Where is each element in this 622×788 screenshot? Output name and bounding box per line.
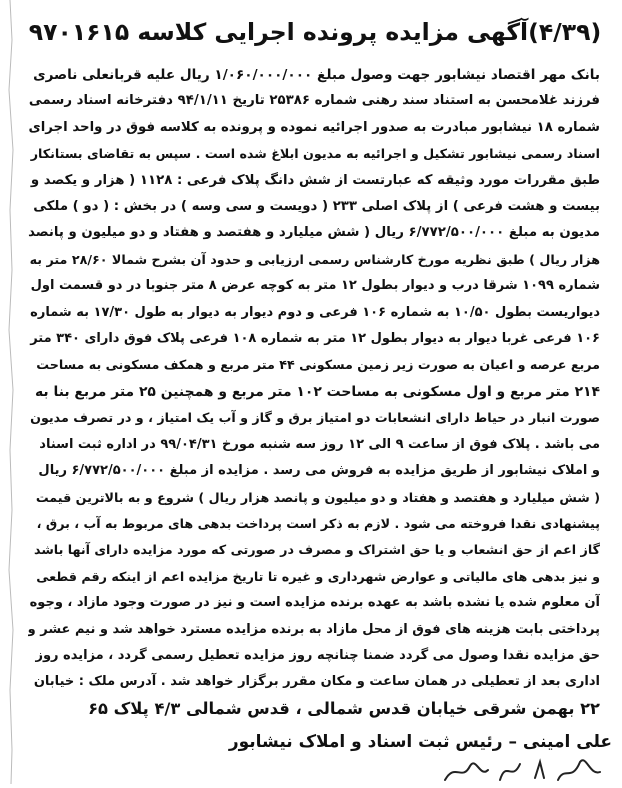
- notice-line: شماره ۱۰۹۹ شرقا درب و دیوار بطول ۱۲ متر به کوچه عرض ۸ متر جنوبا در دو قسمت اول: [30, 278, 600, 294]
- notice-line: و املاک نیشابور از طریق مزایده به فروش می رسد . مزایده از مبلغ ۶/۷۷۲/۵۰۰/۰۰۰ ریال: [38, 463, 600, 479]
- notice-line: ( شش میلیارد و هفتصد و هفتاد و دو میلیون و پانصد هزار ریال ) شروع و به بالاترین قیمت: [35, 489, 600, 505]
- notice-title: (۴/۳۹)آگهی مزایده پرونده اجرایی کلاسه ۹۷۰۱۶۱۵: [28, 18, 602, 46]
- notice-line: مربع عرصه و اعیان به صورت زیر زمین مسکونی ۴۴ متر مربع و همکف مسکونی به مساحت: [36, 357, 600, 373]
- notice-line: ۱۰۶ فرعی غربا دیوار به دیوار بطول ۱۲ متر به شماره ۱۰۸ فرعی پلاک فوق دارای ۳۴۰ متر: [30, 331, 600, 347]
- notice-body: [20, 62, 610, 722]
- notice-line: می باشد . پلاک فوق از ساعت ۹ الی ۱۲ روز سه شنبه مورخ ۹۹/۰۴/۳۱ در اداره ثبت اسناد: [39, 436, 600, 452]
- notice-line: بیست و هشت فرعی ) از پلاک اصلی ۲۳۳ ( دویست و سی وسه ) در بخش : ( دو ) ملکی: [33, 199, 600, 215]
- notice-line: پیشنهادی نقدا فروخته می شود . لازم به ذکر است پرداخت بدهی های مربوط به آب ، برق ،: [36, 515, 600, 531]
- torn-paper-edge: [0, 0, 16, 784]
- notice-line: پرداختی بابت هزینه های فوق از محل مازاد به برنده مزایده مسترد خواهد شد و نیم عشر و: [28, 621, 600, 637]
- notice-signature: علی امینی – رئیس ثبت اسناد و املاک نیشابور: [228, 732, 612, 752]
- notice-line: اسناد رسمی نیشابور تشکیل و اجرائیه به مدیون ابلاغ شده است . سپس به تقاضای بستانکار: [30, 146, 600, 162]
- notice-line: صورت انبار در حیاط دارای انشعابات دو امتیاز برق و گاز و آب یک امتیاز ، و در تصرف مدیون: [30, 410, 600, 426]
- notice-line: بانک مهر اقتصاد نیشابور جهت وصول مبلغ ۱/۰۶۰/۰۰۰/۰۰۰ ریال علیه قربانعلی ناصری: [33, 67, 600, 83]
- notice-line: اداری بعد از تعطیلی در همان ساعت و مکان مقرر برگزار خواهد شد . آدرس ملک : خیابان: [33, 674, 600, 690]
- notice-line: دیواریست بطول ۱۰/۵۰ به شماره ۱۰۶ فرعی و دوم دیوار به دیوار به طول ۱۷/۳۰ به شماره: [30, 304, 600, 320]
- notice-line: حق مزایده نقدا وصول می گردد ضمنا چنانچه روز مزایده تعطیل رسمی گردد ، مزایده روز: [35, 647, 600, 663]
- notice-line: مدیون به مبلغ ۶/۷۷۲/۵۰۰/۰۰۰ ریال ( شش میلیارد و هفتصد و هفتاد و دو میلیون و پانصد: [28, 225, 600, 241]
- notice-line: شماره ۱۸ نیشابور مبادرت به صدور اجرائیه نموده و پرونده به کلاسه فوق در واحد اجرای: [28, 119, 600, 135]
- notice-line: هزار ریال ) طبق نظریه مورخ کارشناس رسمی ارزیابی و حدود آن بشرح شمالا ۲۸/۶۰ متر به: [29, 251, 600, 267]
- notice-line: ۲۱۴ متر مربع و اول مسکونی به مساحت ۱۰۲ متر مربع و همچنین ۲۵ متر مربع بنا به: [35, 383, 600, 400]
- handwritten-scribble: [440, 752, 610, 784]
- notice-line: گاز اعم از حق انشعاب و یا حق اشتراک و مصرف در صورتی که مورد مزایده دارای آنها باشد: [34, 542, 600, 558]
- notice-line: ۲۲ بهمن شرقی خیابان قدس شمالی ، قدس شمالی ۴/۳ پلاک ۶۵: [88, 698, 600, 718]
- notice-line: و نیز بدهی های مالیاتی و عوارض شهرداری و غیره تا تاریخ مزایده اعم از اینکه رقم قطعی: [36, 568, 600, 584]
- notice-line: فرزند غلامحسن به استناد سند رهنی شماره ۲۵۳۸۶ تاریخ ۹۴/۱/۱۱ دفترخانه اسناد رسمی: [28, 93, 600, 109]
- auction-notice: [20, 0, 610, 784]
- notice-line: طبق مقررات مورد وثیقه که عبارتست از شش دانگ پلاک فرعی : ۱۱۲۸ ( هزار و یکصد و: [30, 172, 600, 188]
- notice-line: آن معلوم شده یا نشده باشد به عهده برنده مزایده است و نیز در صورت وجود مازاد ، وجوه: [29, 595, 600, 611]
